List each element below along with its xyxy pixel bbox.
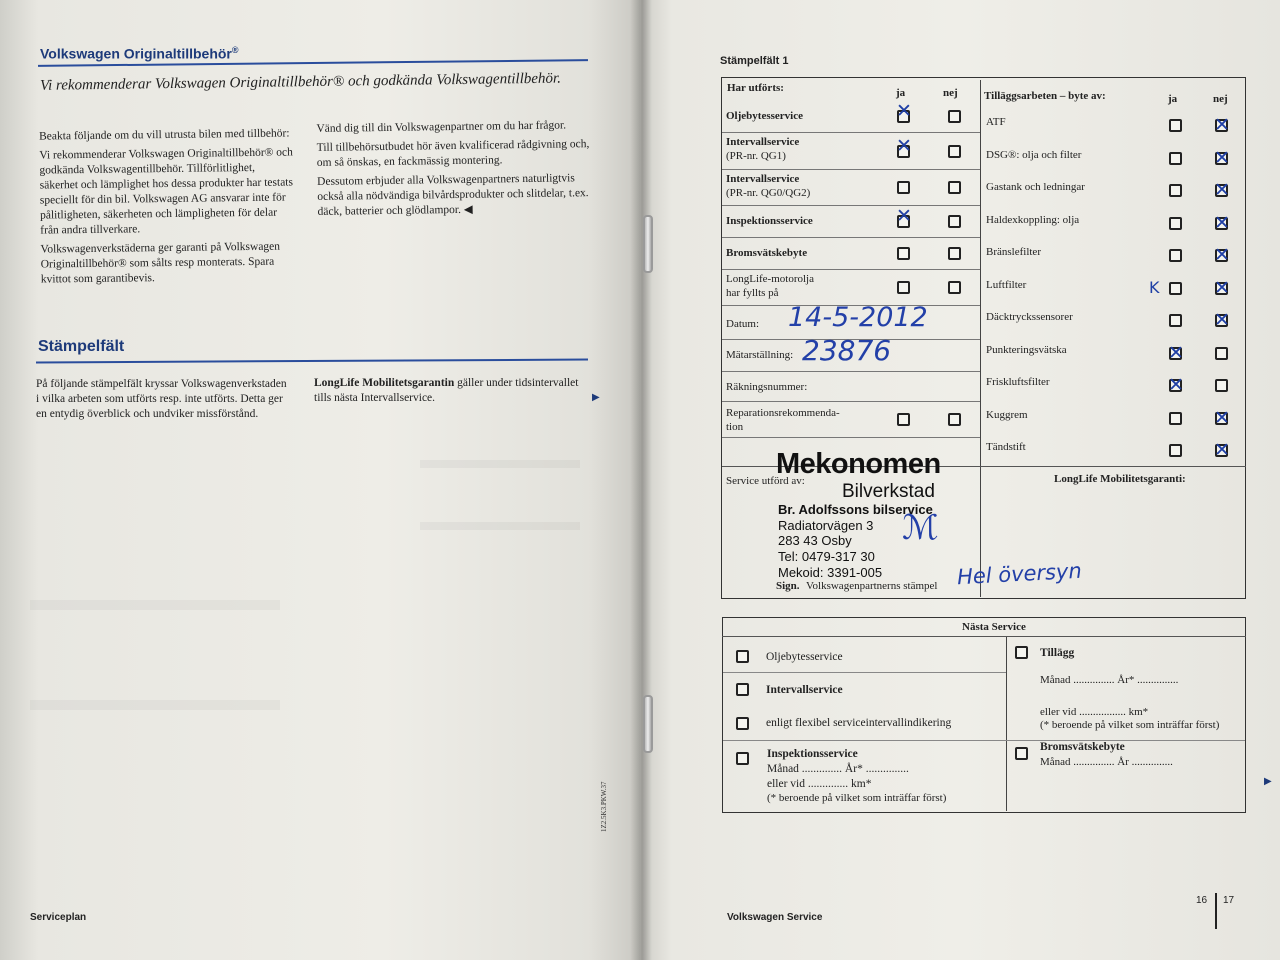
performed-row-label: Bromsvätskebyte — [726, 247, 808, 259]
col2-para1: Vänd dig till din Volkswagenpartner om du har frågor. — [316, 119, 567, 135]
accessories-title: Volkswagen Originaltillbehör® — [40, 45, 239, 62]
performed-row-sublabel: har fyllts på — [726, 287, 779, 299]
service-by-label: Service utförd av: — [726, 475, 805, 487]
extra-work-label: ATF — [986, 116, 1006, 128]
extra-work-row — [982, 175, 1244, 207]
no-header-2: nej — [1213, 93, 1228, 105]
yes-header: ja — [896, 87, 906, 99]
form-divider — [980, 80, 981, 597]
next-brake-label: Bromsvätskebyte — [1040, 741, 1125, 753]
stamp-brand-sub: Bilverkstad — [842, 481, 935, 502]
page-number-17: 17 — [1223, 895, 1235, 906]
col2-para2: Till tillbehörsutbudet hör även kvalificerad rådgivning och, om så önskas, en fackmässig montering. — [316, 138, 590, 169]
col2-para3: Dessutom erbjuder alla Volkswagenpartners naturligtvis också alla nödvändiga bilvårdsprodukter och slitdelar, t.ex. däck, batterier och glödlampor. ◀ — [317, 172, 589, 218]
yes-checkbox[interactable] — [1169, 152, 1182, 165]
extra-work-label: Kuggrem — [986, 408, 1028, 421]
next-extra-month: Månad ............... År* ............... — [1040, 674, 1179, 686]
extra-work-label: Friskluftsfilter — [986, 376, 1050, 388]
stamp-line2: Radiatorvägen 3 — [778, 518, 874, 533]
yes-header-2: ja — [1168, 93, 1178, 105]
extra-work-row — [982, 240, 1244, 272]
next-inspection-km: eller vid .............. km* — [767, 778, 872, 790]
yes-checkbox[interactable] — [897, 281, 910, 294]
performed-row — [722, 101, 980, 133]
extra-work-row — [982, 370, 1244, 402]
extra-work-row — [982, 273, 1244, 305]
no-checkbox[interactable] — [1215, 314, 1228, 327]
stamp-line3: 283 43 Osby — [778, 533, 852, 548]
longlife-term: LongLife Mobilitetsgarantin — [314, 377, 455, 389]
accessories-col2 — [316, 118, 592, 224]
page-number-16: 16 — [1196, 895, 1208, 906]
col1-para3: Volkswagenverkstäderna ger garanti på Volkswagen Originaltillbehör® som sålts resp monterats. Spara kvittot som garantibevis. — [40, 240, 281, 286]
extra-work-row — [982, 110, 1244, 142]
accessories-subtitle: Vi rekommenderar Volkswagen Originaltillbehör® och godkända Volkswagentillbehör. — [39, 70, 562, 94]
longlife-description — [314, 376, 586, 406]
yes-checkbox[interactable] — [1169, 249, 1182, 262]
longlife-text: gäller under tidsintervallet tills nästa Intervallservice. — [314, 377, 579, 404]
yes-checkbox[interactable] — [897, 145, 910, 158]
yes-checkbox[interactable] — [1169, 184, 1182, 197]
performed-header: Har utförts: — [727, 82, 784, 94]
no-checkbox[interactable] — [1215, 282, 1228, 295]
yes-checkbox[interactable] — [897, 110, 910, 123]
signature-mark: ℳ — [902, 508, 939, 548]
yes-checkbox[interactable] — [1169, 412, 1182, 425]
next-extra-label: Tillägg — [1040, 647, 1075, 659]
col1-para1: Beakta följande om du vill utrusta bilen med tillbehör: — [39, 127, 290, 143]
yes-checkbox[interactable] — [897, 181, 910, 194]
partner-stamp-label: Volkswagenpartnerns stämpel — [806, 580, 938, 592]
extra-work-label: DSG®: olja och filter — [986, 148, 1082, 161]
date-value: 14-5-2012 — [788, 302, 928, 333]
no-checkbox[interactable] — [1215, 444, 1228, 457]
yes-checkbox[interactable] — [1169, 119, 1182, 132]
stamp-brand: Mekonomen — [776, 448, 941, 480]
no-checkbox[interactable] — [1215, 347, 1228, 360]
repair-row — [722, 402, 980, 438]
next-line-1 — [723, 672, 1006, 673]
extra-work-row — [982, 403, 1244, 435]
performed-row — [722, 206, 980, 238]
yes-checkbox[interactable] — [1169, 347, 1182, 360]
next-service-header-line — [722, 636, 1246, 637]
performed-row-label: LongLife-motorolja — [726, 273, 814, 285]
section-rule — [36, 359, 588, 364]
next-inspection-note: (* beroende på vilket som inträffar först) — [767, 792, 947, 804]
performed-row-sublabel: (PR-nr. QG1) — [726, 150, 786, 162]
performed-row — [722, 133, 980, 170]
stamp-line4: Tel: 0479-317 30 — [778, 549, 875, 564]
mileage-value: 23876 — [802, 334, 892, 367]
no-checkbox[interactable] — [948, 281, 961, 294]
no-checkbox[interactable] — [948, 247, 961, 260]
accessories-col1 — [39, 126, 296, 291]
no-checkbox[interactable] — [1215, 412, 1228, 425]
extra-work-label: Gastank och ledningar — [986, 181, 1085, 193]
extra-work-label: Däcktryckssensorer — [986, 311, 1073, 323]
no-checkbox[interactable] — [1215, 152, 1228, 165]
next-brake-checkbox[interactable] — [1015, 747, 1028, 760]
longlife-guarantee-label: LongLife Mobilitetsgaranti: — [1054, 473, 1186, 485]
staple-top — [643, 215, 653, 273]
next-extra-note: (* beroende på vilket som inträffar först) — [1040, 719, 1220, 731]
left-footer: Serviceplan — [30, 912, 87, 923]
book-gutter — [630, 0, 652, 960]
invoice-row — [722, 372, 980, 402]
invoice-label: Räkningsnummer: — [726, 381, 808, 393]
performed-row — [722, 238, 980, 270]
col1-para2: Vi rekommenderar Volkswagen Originaltillbehör® och godkända Volkswagentillbehör. Tillförlitlighet, säkerhet och lämplighet hos dessa produkter har testats speciellt för din bil. Volkswagen AG ansvarar inte för pålitligheten, säkerheten och lämpligheten för delar från andra tillverkare. — [39, 146, 294, 237]
next-brake-month: Månad ............... År ............... — [1040, 756, 1173, 768]
extra-work-header: Tilläggsarbeten – byte av: — [984, 90, 1106, 102]
extra-work-row — [982, 208, 1244, 240]
extra-work-label: Tändstift — [986, 441, 1026, 453]
no-checkbox[interactable] — [1215, 249, 1228, 262]
extra-work-row — [982, 143, 1244, 175]
next-flex-label: enligt flexibel serviceintervallindikering — [766, 717, 952, 729]
next-flex-checkbox[interactable] — [736, 717, 749, 730]
handwritten-note: Hel översyn — [956, 558, 1083, 590]
next-interval-checkbox[interactable] — [736, 683, 749, 696]
extra-work-label: Bränslefilter — [986, 246, 1041, 258]
yes-checkbox[interactable] — [1169, 379, 1182, 392]
no-checkbox[interactable] — [1215, 217, 1228, 230]
next-oil-checkbox[interactable] — [736, 650, 749, 663]
repair-no-checkbox[interactable] — [948, 413, 961, 426]
repair-yes-checkbox[interactable] — [897, 413, 910, 426]
yes-checkbox[interactable] — [1169, 282, 1182, 295]
extra-work-row — [982, 305, 1244, 337]
yes-checkbox[interactable] — [1169, 444, 1182, 457]
stamp-line1: Br. Adolfssons bilservice — [778, 502, 933, 517]
date-label: Datum: — [726, 318, 759, 330]
stamp-field-title: Stämpelfält 1 — [720, 55, 789, 67]
print-code: 1Z2.5K3.PKW.37 — [600, 781, 608, 832]
performed-row-label: Inspektionsservice — [726, 215, 813, 227]
next-service-title: Nästa Service — [962, 621, 1026, 633]
extra-work-row — [982, 338, 1244, 370]
staple-bottom — [643, 695, 653, 753]
show-through — [420, 460, 580, 530]
no-header: nej — [943, 87, 958, 99]
extra-work-label: Luftfilter — [986, 278, 1027, 291]
no-checkbox[interactable] — [948, 145, 961, 158]
repair-label: Reparationsrekommenda- — [726, 407, 840, 419]
performed-row-label: Intervallservice — [726, 136, 800, 148]
next-inspection-checkbox[interactable] — [736, 752, 749, 765]
show-through — [30, 600, 280, 710]
next-inspection-month: Månad .............. År* ............... — [767, 763, 909, 775]
no-checkbox[interactable] — [948, 215, 961, 228]
repair-label-2: tion — [726, 421, 744, 433]
no-checkbox[interactable] — [1215, 184, 1228, 197]
extra-work-label: Haldexkoppling: olja — [986, 213, 1080, 226]
no-checkbox[interactable] — [948, 181, 961, 194]
extra-work-label: Punkteringsvätska — [986, 343, 1067, 356]
stamp-field-heading: Stämpelfält — [38, 338, 125, 355]
mileage-label: Mätarställning: — [726, 349, 794, 361]
next-extra-checkbox[interactable] — [1015, 646, 1028, 659]
stamp-field-description: På följande stämpelfält kryssar Volkswagenverkstaden i vilka arbeten som utförts resp. inte utförts. Detta ger en entydig överblick och undviker missförstånd. — [36, 378, 287, 420]
next-inspection-label: Inspektionsservice — [767, 748, 858, 760]
yes-checkbox[interactable] — [1169, 314, 1182, 327]
next-page-arrow-icon: ▶ — [1264, 776, 1272, 787]
yes-checkbox[interactable] — [1169, 217, 1182, 230]
no-checkbox[interactable] — [1215, 379, 1228, 392]
no-checkbox[interactable] — [1215, 119, 1228, 132]
next-service-divider — [1006, 637, 1007, 811]
next-extra-km: eller vid ................. km* — [1040, 706, 1149, 718]
performed-row-label: Intervallservice — [726, 173, 800, 185]
next-interval-label: Intervallservice — [766, 684, 843, 696]
performed-row-sublabel: (PR-nr. QG0/QG2) — [726, 187, 811, 199]
right-footer: Volkswagen Service — [727, 912, 823, 923]
next-line-2 — [723, 740, 1245, 741]
sign-label: Sign. — [776, 580, 800, 592]
performed-row-label: Oljebytesservice — [726, 110, 803, 122]
performed-row — [722, 270, 980, 306]
next-page-arrow-icon: ▶ — [592, 392, 600, 403]
performed-row — [722, 170, 980, 206]
no-checkbox[interactable] — [948, 110, 961, 123]
stamp-line5: Mekoid: 3391-005 — [778, 565, 883, 580]
yes-checkbox[interactable] — [897, 215, 910, 228]
extra-work-row — [982, 435, 1244, 467]
next-oil-label: Oljebytesservice — [766, 651, 843, 663]
page-number-divider — [1215, 893, 1217, 929]
yes-checkbox[interactable] — [897, 247, 910, 260]
